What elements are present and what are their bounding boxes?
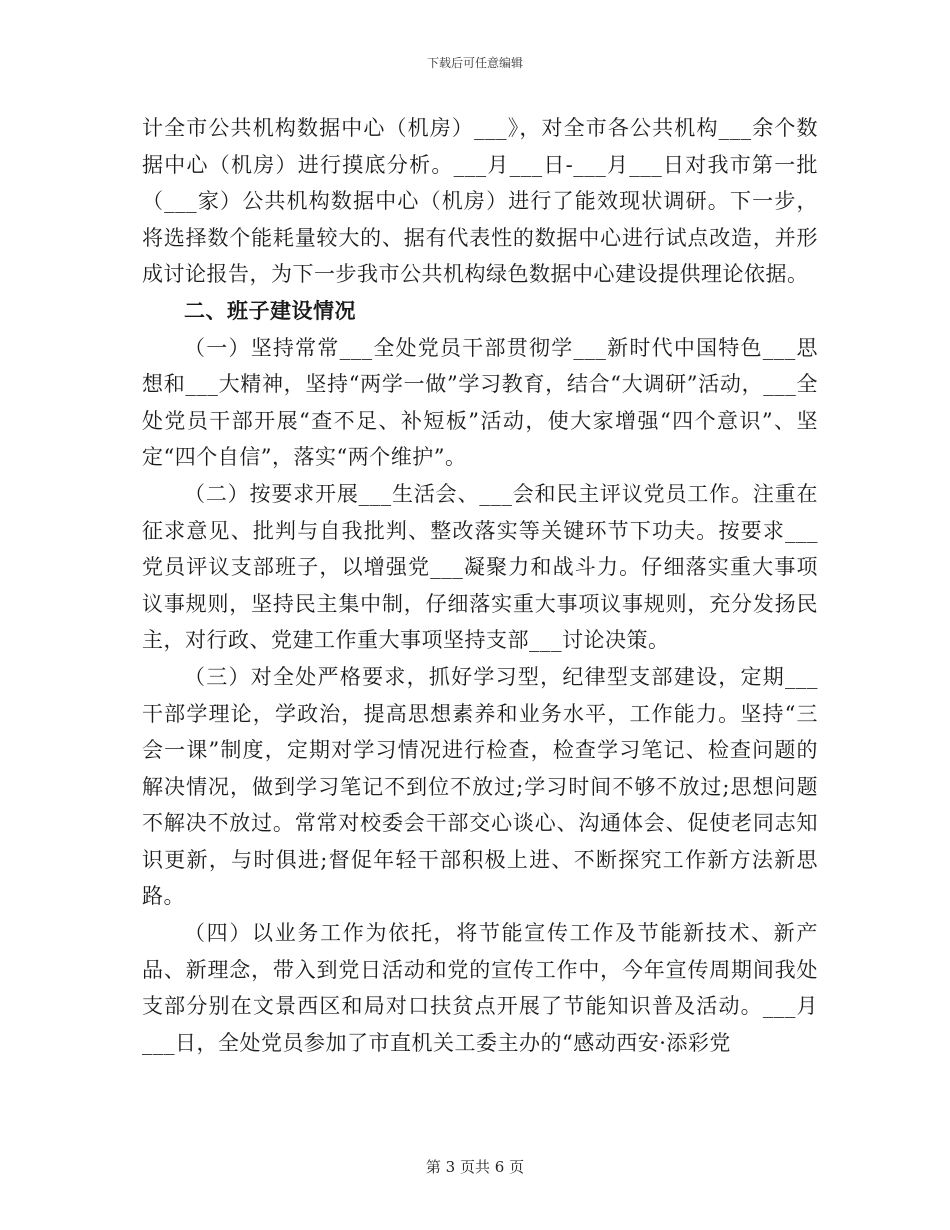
page-header: 下载后可任意编辑 (426, 56, 523, 70)
section-heading: 二、班子建设情况 (184, 297, 356, 323)
paragraph-item-3: （三）对全处严格要求，抓好学习型，纪律型支部建设，定期___干部学理论，学政治，提高思想素养和业务水平，工作能力。坚持“三会一课”制度，定期对学习情况进行检查，检查学习笔记、检查问题的解决情况，做到学习笔记不到位不放过;学习时间不够不放过;思想问题不解决不放过。常常对校委会干部交心谈心、沟通体会、促使老同志知识更新，与时俱进;督促年轻干部积极上进、不断探究工作新方法新思路。 (142, 664, 818, 909)
paragraph-item-4: （四）以业务工作为依托，将节能宣传工作及节能新技术、新产品、新理念，带入到党日活动和党的宣传工作中，今年宣传周期间我处支部分别在文景西区和局对口扶贫点开展了节能知识普及活动。___月___日，全处党员参加了市直机关工委主办的“感动西安·添彩党 (142, 921, 818, 1055)
document-body (142, 110, 818, 1061)
paragraph-item-2: （二）按要求开展___生活会、___会和民主评议党员工作。注重在征求意见、批判与自我批判、整改落实等关键环节下功夫。按要求___党员评议支部班子，以增强党___凝聚力和战斗力。仔细落实重大事项议事规则，坚持民主集中制，仔细落实重大事项议事规则，充分发扬民主，对行政、党建工作重大事项坚持支部___讨论决策。 (142, 481, 818, 653)
paragraph-item-1: （一）坚持常常___全处党员干部贯彻学___新时代中国特色___思想和___大精神，坚持“两学一做”学习教育，结合“大调研”活动，___全处党员干部开展“查不足、补短板”活动，使大家增强“四个意识”、坚定“四个自信”，落实“两个维护”。 (142, 335, 818, 470)
page-footer: 第 3 页共 6 页 (425, 1158, 525, 1176)
paragraph-continuation: 计全市公共机构数据中心（机房）___》，对全市各公共机构___余个数据中心（机房）进行摸底分析。___月___日-___月___日对我市第一批（___家）公共机构数据中心（机房）进行了能效现状调研。下一步，将选择数个能耗量较大的、据有代表性的数据中心进行试点改造，并形成讨论报告，为下一步我市公共机构绿色数据中心建设提供理论依据。 (142, 116, 818, 287)
